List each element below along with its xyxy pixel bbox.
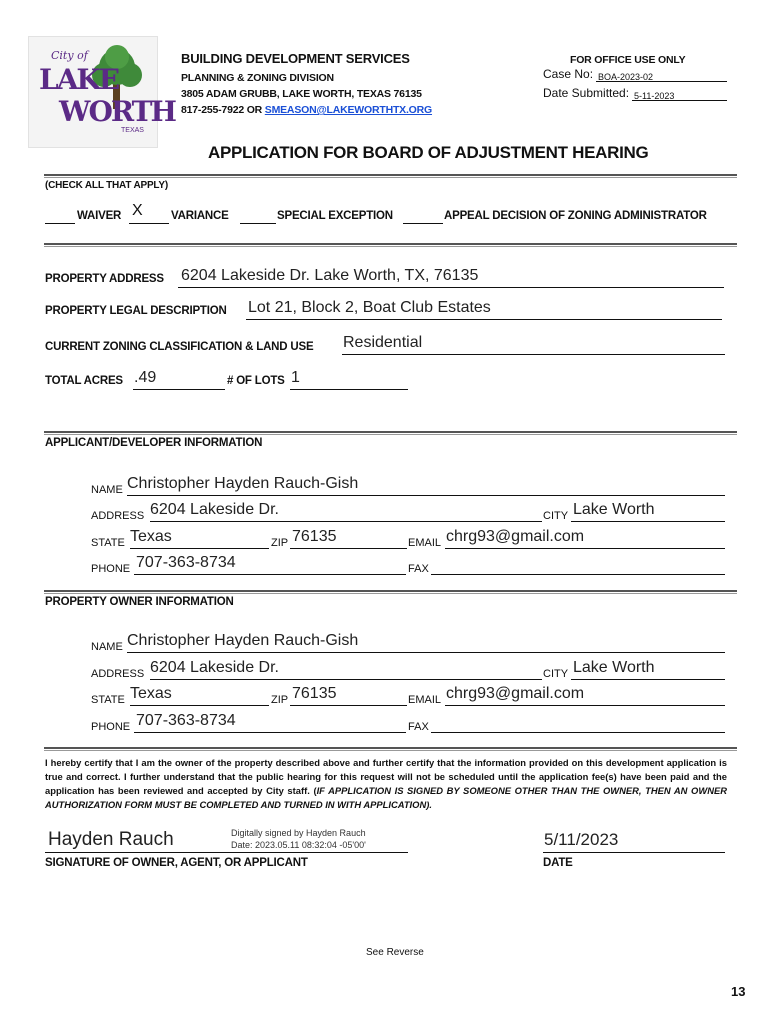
case-number-value: BOA-2023-02 (598, 72, 654, 82)
applicant-name-field[interactable] (127, 475, 725, 496)
applicant-address-label: ADDRESS (91, 510, 145, 522)
applicant-phone-label: PHONE (91, 563, 131, 575)
owner-address-label: ADDRESS (91, 668, 145, 680)
legal-description-label: PROPERTY LEGAL DESCRIPTION (45, 305, 227, 317)
total-acres-value: .49 (134, 369, 157, 386)
owner-email-field[interactable] (445, 685, 725, 706)
check-note: (CHECK ALL THAT APPLY) (45, 180, 169, 191)
variance-check-mark: X (132, 202, 143, 219)
lots-field[interactable] (290, 369, 408, 390)
certification-body: I hereby certify that I am the owner of the property described above and further certify that the information provided on this development application is true and correct. I further understand that the public hearing for this request will not be scheduled until the application fee(s) have been paid and the application has been reviewed and accepted by City staff. ( (45, 757, 727, 796)
certification-divider (44, 747, 737, 751)
lots-label: # OF LOTS (227, 375, 285, 387)
logo-lake-text: LAKE (39, 63, 119, 96)
logo-texas-text: TEXAS (121, 127, 144, 134)
property-address-value: 6204 Lakeside Dr. Lake Worth, TX, 76135 (181, 267, 479, 284)
owner-section-title: PROPERTY OWNER INFORMATION (45, 596, 234, 608)
applicant-phone-value: 707-363-8734 (136, 554, 236, 571)
options-divider (44, 243, 737, 247)
owner-name-value: Christopher Hayden Rauch-Gish (127, 632, 359, 649)
owner-fax-field[interactable] (431, 712, 725, 733)
case-number-row (543, 67, 593, 81)
applicant-zip-field[interactable] (290, 528, 407, 549)
applicant-fax-label: FAX (408, 563, 429, 575)
owner-phone-field[interactable] (134, 712, 406, 733)
date-submitted-label: Date Submitted: (543, 86, 630, 100)
applicant-city-label: CITY (543, 510, 569, 522)
owner-city-value: Lake Worth (573, 659, 655, 676)
signature-field[interactable] (45, 826, 408, 853)
owner-address-field[interactable] (150, 659, 542, 680)
form-title: APPLICATION FOR BOARD OF ADJUSTMENT HEARING (208, 143, 649, 162)
division-text: PLANNING & ZONING DIVISION (181, 72, 334, 84)
owner-name-label: NAME (91, 641, 123, 653)
applicant-state-label: STATE (91, 537, 125, 549)
city-logo (28, 36, 175, 148)
address-text: 3805 ADAM GRUBB, LAKE WORTH, TEXAS 76135 (181, 88, 422, 100)
department-title: BUILDING DEVELOPMENT SERVICES (181, 51, 410, 66)
contact-line (181, 104, 432, 116)
applicant-state-value: Texas (130, 528, 172, 545)
appeal-label: APPEAL DECISION OF ZONING ADMINISTRATOR (444, 210, 707, 222)
zoning-value: Residential (343, 334, 423, 351)
applicant-email-label: EMAIL (408, 537, 442, 549)
logo-city-text: City of (51, 49, 88, 62)
owner-zip-label: ZIP (271, 694, 289, 706)
total-acres-field[interactable] (133, 369, 225, 390)
waiver-checkbox-line[interactable] (45, 212, 75, 224)
owner-state-label: STATE (91, 694, 125, 706)
owner-zip-value: 76135 (292, 685, 337, 702)
see-reverse-text: See Reverse (366, 947, 424, 958)
applicant-city-value: Lake Worth (573, 501, 655, 518)
signature-name: Hayden Rauch (48, 829, 174, 850)
applicant-zip-label: ZIP (271, 537, 289, 549)
owner-name-field[interactable] (127, 632, 725, 653)
applicant-state-field[interactable] (130, 528, 269, 549)
applicant-divider (44, 431, 737, 435)
zoning-label: CURRENT ZONING CLASSIFICATION & LAND USE (45, 341, 314, 353)
waiver-label: WAIVER (77, 210, 122, 222)
applicant-zip-value: 76135 (292, 528, 337, 545)
owner-city-field[interactable] (571, 659, 725, 680)
applicant-email-field[interactable] (445, 528, 725, 549)
property-address-field[interactable] (178, 267, 724, 288)
phone-text: 817-255-7922 OR (181, 104, 265, 116)
owner-email-label: EMAIL (408, 694, 442, 706)
office-use-title: FOR OFFICE USE ONLY (570, 54, 686, 66)
lots-value: 1 (291, 369, 300, 386)
applicant-fax-field[interactable] (431, 554, 725, 575)
owner-zip-field[interactable] (290, 685, 407, 706)
owner-fax-label: FAX (408, 721, 429, 733)
legal-description-value: Lot 21, Block 2, Boat Club Estates (248, 299, 491, 316)
variance-checkbox-line[interactable] (129, 202, 169, 224)
signature-date-value: 5/11/2023 (544, 830, 619, 849)
variance-label: VARIANCE (171, 210, 229, 222)
case-label: Case No: (543, 67, 594, 81)
date-submitted-value: 5-11-2023 (634, 91, 675, 101)
property-address-label: PROPERTY ADDRESS (45, 273, 164, 285)
page-number: 13 (731, 984, 746, 999)
logo-worth-text: WORTH (59, 95, 175, 128)
digital-signature-line1: Digitally signed by Hayden Rauch (231, 828, 366, 838)
legal-description-field[interactable] (246, 299, 722, 320)
owner-divider (44, 590, 737, 594)
date-field[interactable] (543, 828, 725, 853)
digital-signature-line2: Date: 2023.05.11 08:32:04 -05'00' (231, 840, 366, 850)
applicant-email-value: chrg93@gmail.com (446, 528, 585, 545)
owner-city-label: CITY (543, 668, 569, 680)
case-number-field[interactable] (596, 67, 727, 82)
owner-email-value: chrg93@gmail.com (446, 685, 585, 702)
owner-state-field[interactable] (130, 685, 269, 706)
title-divider (44, 174, 737, 178)
applicant-phone-field[interactable] (134, 554, 406, 575)
date-submitted-field[interactable] (632, 86, 727, 101)
owner-address-value: 6204 Lakeside Dr. (150, 659, 279, 676)
signature-label: SIGNATURE OF OWNER, AGENT, OR APPLICANT (45, 857, 308, 869)
special-exception-checkbox-line[interactable] (240, 212, 276, 224)
applicant-address-field[interactable] (150, 501, 542, 522)
zoning-field[interactable] (342, 334, 725, 355)
email-link[interactable]: SMEASON@LAKEWORTHTX.ORG (264, 104, 433, 116)
certification-italic: IF APPLICATION IS SIGNED BY SOMEONE OTHER THAN THE OWNER, THEN AN OWNER AUTHORIZATION FORM MUST BE COMPLETED AND TURNED IN WITH APPLICATION). (45, 785, 727, 810)
date-label: DATE (543, 857, 573, 869)
applicant-name-value: Christopher Hayden Rauch-Gish (127, 475, 359, 492)
owner-phone-label: PHONE (91, 721, 131, 733)
applicant-section-title: APPLICANT/DEVELOPER INFORMATION (45, 437, 263, 449)
certification-text (45, 756, 727, 812)
applicant-city-field[interactable] (571, 501, 725, 522)
total-acres-label: TOTAL ACRES (45, 375, 123, 387)
special-exception-label: SPECIAL EXCEPTION (277, 210, 393, 222)
applicant-name-label: NAME (91, 484, 123, 496)
appeal-checkbox-line[interactable] (403, 212, 443, 224)
owner-state-value: Texas (130, 685, 172, 702)
applicant-address-value: 6204 Lakeside Dr. (150, 501, 279, 518)
owner-phone-value: 707-363-8734 (136, 712, 236, 729)
